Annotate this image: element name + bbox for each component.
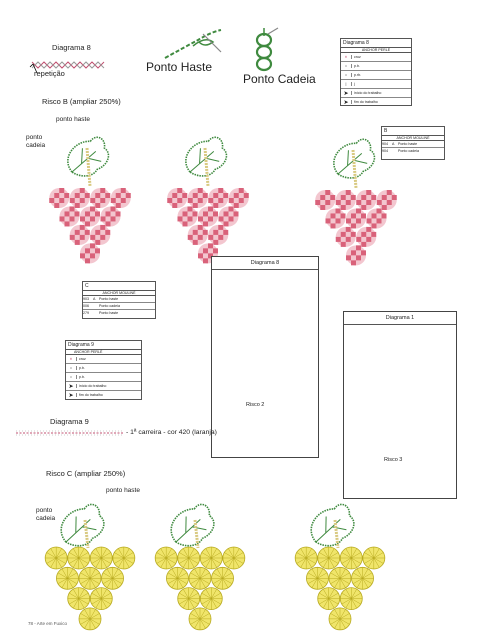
grape-check (203, 221, 208, 226)
grape-check (218, 198, 223, 203)
grape-check (366, 237, 371, 242)
grape-check (224, 221, 229, 226)
grape-check (106, 221, 111, 226)
grape-check (49, 198, 54, 203)
grape-check (341, 242, 346, 247)
legend-diagrama9 (65, 340, 142, 400)
legend-diagrama9-subtitle: ANCHOR PERLÉ (66, 350, 141, 355)
grape-check (208, 206, 213, 211)
legend-c-name: Ponto haste (99, 311, 119, 315)
legend-diagrama8-subtitle: ANCHOR PERLÉ (341, 48, 411, 53)
legend-c-name: Ponto cadeia (99, 304, 120, 308)
grape-check (100, 188, 105, 193)
grape-check (325, 200, 330, 205)
grape-check (218, 235, 223, 240)
grape-check (213, 230, 218, 235)
grape-check (90, 243, 95, 248)
ponto-haste-label: ponto haste (56, 116, 90, 123)
grape-check (372, 223, 377, 228)
grape-check (234, 203, 239, 208)
legend-diagrama9-title: Diagrama 9 (66, 341, 141, 350)
grape-check (95, 193, 100, 198)
grape-check (356, 245, 361, 250)
grape-check (315, 200, 320, 205)
grape-check (336, 237, 341, 242)
grape-check (326, 218, 331, 223)
grape-check (188, 216, 193, 221)
grape-check (54, 203, 59, 208)
ponto-cadeia-title: Ponto Cadeia (243, 72, 316, 86)
grape-check (111, 198, 116, 203)
grape-check (198, 188, 203, 193)
grape-check (223, 193, 228, 198)
legend-c-mark: A (93, 297, 96, 301)
legend-row: p.rb. (351, 73, 361, 77)
risco-c-heading: Risco C (ampliar 250%) (46, 469, 126, 478)
grape-check (80, 188, 85, 193)
grape-check (392, 195, 397, 200)
grape-check (224, 211, 229, 216)
grape-check (331, 213, 336, 218)
grape-check (213, 211, 218, 216)
frame-diagrama8-title: Diagrama 8 (212, 257, 318, 270)
grape-check (351, 223, 356, 228)
grape-check (203, 248, 208, 253)
grape-check (320, 205, 325, 210)
grape-check (85, 221, 90, 226)
grape-check (351, 260, 356, 265)
grape-check (59, 188, 64, 193)
grape-check (90, 216, 95, 221)
grape-check (341, 232, 346, 237)
cross-icon: ✕ (69, 357, 73, 361)
dot-icon: • (345, 73, 347, 77)
arrow-icon: ➤ (68, 383, 74, 390)
grape-check (346, 227, 351, 232)
grape-check (356, 237, 361, 242)
legend-row: cruz (351, 55, 361, 59)
grape-check (208, 235, 213, 240)
carreira-label: - 1ª carreira - cor 420 (laranja) (126, 429, 217, 436)
grape-check (366, 227, 371, 232)
grape-check (346, 200, 351, 205)
grape-check (361, 205, 366, 210)
leaf (57, 503, 108, 550)
grape-check (198, 235, 203, 240)
grape-check (341, 213, 346, 218)
grape-check (111, 206, 116, 211)
legend-row: p.b. (76, 375, 85, 379)
legend-b-name: Ponto haste (398, 142, 418, 146)
grape-check (213, 203, 218, 208)
grape-check (213, 248, 218, 253)
grape-check (70, 216, 75, 221)
dot-icon: • (70, 375, 72, 379)
grape-check (377, 218, 382, 223)
grape-check (116, 211, 121, 216)
risco-b-heading: Risco B (ampliar 250%) (42, 97, 121, 106)
grape-check (387, 200, 392, 205)
grape-check (188, 206, 193, 211)
risco2-label: Risco 2 (246, 402, 265, 408)
grape-check (106, 211, 111, 216)
grape-check (341, 195, 346, 200)
legend-c-subtitle: ANCHOR MOULINÉ (83, 291, 155, 296)
grape-check (341, 205, 346, 210)
grape-check (203, 258, 208, 263)
grape-check (126, 193, 131, 198)
grape-check (80, 225, 85, 230)
legend-row: fim do trabalho (76, 393, 103, 397)
grape-check (75, 193, 80, 198)
grape-check (223, 230, 228, 235)
grape-check (75, 211, 80, 216)
legend-c-title: C (83, 282, 155, 291)
grape-check (346, 218, 351, 223)
grape-check (65, 211, 70, 216)
grape-check (234, 193, 239, 198)
dot-icon: • (345, 64, 347, 68)
diagrama9-heading: Diagrama 9 (50, 417, 89, 426)
repeticao-label: repetição (34, 69, 65, 78)
grape-check (70, 198, 75, 203)
grape-check (85, 230, 90, 235)
grape-check (100, 225, 105, 230)
page-footer: 78 - Arte em Fuxico (28, 621, 68, 626)
grape-check (90, 253, 95, 258)
grape-check (382, 195, 387, 200)
grape-check (371, 195, 376, 200)
grape-check (85, 248, 90, 253)
grape-check (188, 198, 193, 203)
stem (87, 148, 90, 186)
legend-row: j (351, 82, 355, 86)
grape-check (356, 208, 361, 213)
legend-c-code: 006 (83, 304, 89, 308)
grape-check (346, 255, 351, 260)
frame-diagrama1-title: Diagrama 1 (344, 312, 456, 325)
grape-check (336, 218, 341, 223)
dot-icon: • (70, 366, 72, 370)
grape-check (90, 206, 95, 211)
grape-check (361, 242, 366, 247)
stem (205, 148, 208, 186)
arrow-icon: ➤ (343, 90, 349, 97)
grape-check (85, 211, 90, 216)
grape-check (90, 235, 95, 240)
grape-check (361, 250, 366, 255)
grape-check (95, 240, 100, 245)
grape-check (361, 213, 366, 218)
grape-check (219, 216, 224, 221)
legend-c-name: Ponto haste (99, 297, 119, 301)
grape-check (65, 221, 70, 226)
grape-check (377, 200, 382, 205)
grape-check (382, 205, 387, 210)
legend-row: p.b. (351, 64, 360, 68)
grape-check (100, 198, 105, 203)
grape-check (121, 198, 126, 203)
grape-check (356, 218, 361, 223)
grape-check (95, 211, 100, 216)
grape-check (239, 198, 244, 203)
grape-check (351, 250, 356, 255)
grape-check (325, 190, 330, 195)
risco3-label: Risco 3 (384, 457, 403, 463)
grape-check (366, 190, 371, 195)
grape-check (177, 188, 182, 193)
grape-check (95, 230, 100, 235)
legend-b-code: 904 (382, 142, 388, 146)
grape-check (239, 188, 244, 193)
grape-check (229, 216, 234, 221)
grape-check (59, 198, 64, 203)
grape-check (330, 195, 335, 200)
legend-c (82, 281, 156, 319)
grape-check (80, 253, 85, 258)
frame-diagrama8 (211, 256, 319, 458)
grape-check (121, 188, 126, 193)
grape-check (213, 193, 218, 198)
line-icon: | (345, 82, 347, 86)
grape-check (203, 230, 208, 235)
legend-b-name: Ponto cadeia (398, 149, 419, 153)
ponto-haste-title: Ponto Haste (146, 60, 213, 74)
grape-check (75, 230, 80, 235)
legend-row: cruz (76, 357, 86, 361)
grape-check (351, 232, 356, 237)
grape-check (229, 206, 234, 211)
grape-check (351, 195, 356, 200)
grape-check (361, 232, 366, 237)
grape-check (105, 230, 110, 235)
grape-check (193, 240, 198, 245)
grape-check (356, 255, 361, 260)
legend-c-code: 279 (83, 311, 89, 315)
grape-check (198, 216, 203, 221)
grape-check (208, 216, 213, 221)
grape-check (372, 213, 377, 218)
grape-check (382, 213, 387, 218)
diagrama8-heading: Diagrama 8 (52, 43, 91, 52)
grape-check (371, 232, 376, 237)
grape-check (198, 253, 203, 258)
grape-check (208, 243, 213, 248)
grape-check (336, 208, 341, 213)
grape-check (208, 198, 213, 203)
grape-check (183, 221, 188, 226)
grape-check (116, 193, 121, 198)
grape-check (54, 193, 59, 198)
grape-check (90, 198, 95, 203)
grape-check (387, 190, 392, 195)
grape-check (229, 198, 234, 203)
grape-check (218, 188, 223, 193)
grape-check (203, 211, 208, 216)
grape-check (75, 240, 80, 245)
grape-check (100, 235, 105, 240)
grape-check (320, 195, 325, 200)
cross-icon: ✕ (344, 55, 348, 59)
grape-check (213, 240, 218, 245)
grape-check (75, 203, 80, 208)
legend-b-mark: A (392, 142, 395, 146)
grape-check (105, 193, 110, 198)
grape-check (70, 206, 75, 211)
grape-check (111, 216, 116, 221)
grape-check (101, 216, 106, 221)
grape-check (198, 198, 203, 203)
frame-diagrama1 (343, 311, 457, 499)
grape-check (336, 200, 341, 205)
grape-check (167, 198, 172, 203)
grape-check (172, 193, 177, 198)
grape-check (198, 225, 203, 230)
ponto-haste-label: ponto haste (106, 487, 140, 494)
stem (353, 150, 356, 188)
legend-row: fim do trabalho (351, 100, 378, 104)
grape-check (116, 203, 121, 208)
grape-check (80, 216, 85, 221)
grape-check (346, 190, 351, 195)
legend-row: início do trabalho (351, 91, 381, 95)
grape-check (178, 216, 183, 221)
grape-check (80, 235, 85, 240)
grape-check (85, 258, 90, 263)
grape-check (172, 203, 177, 208)
ponto-cadeia-label: ponto cadeia (26, 134, 46, 149)
first-row-stitch-sample (16, 429, 126, 437)
grape-check (188, 235, 193, 240)
grape-check (182, 193, 187, 198)
grape-check (356, 200, 361, 205)
grape-check (346, 237, 351, 242)
grape-check (244, 193, 249, 198)
grape-check (351, 213, 356, 218)
grape-check (203, 193, 208, 198)
grape-check (193, 193, 198, 198)
leaf (167, 503, 218, 550)
grape-check (85, 193, 90, 198)
grape-check (60, 216, 65, 221)
grape-check (95, 248, 100, 253)
arrow-icon: ➤ (68, 392, 74, 399)
grape-check (64, 193, 69, 198)
grape-check (218, 225, 223, 230)
grape-check (193, 203, 198, 208)
grape-check (193, 211, 198, 216)
grape-check (367, 218, 372, 223)
grape-check (234, 211, 239, 216)
legend-b-code: 904 (382, 149, 388, 153)
arrow-icon: ➤ (343, 99, 349, 106)
legend-b-title: B (382, 127, 444, 136)
grape-check (366, 200, 371, 205)
grape-check (331, 223, 336, 228)
grape-check (183, 211, 188, 216)
legend-b-subtitle: ANCHOR MOULINÉ (382, 136, 444, 141)
legend-diagrama8-title: Diagrama 8 (341, 39, 411, 48)
grape-check (177, 198, 182, 203)
grape-check (193, 230, 198, 235)
legend-c-code: 903 (83, 297, 89, 301)
grape-check (95, 203, 100, 208)
grape-check (377, 208, 382, 213)
grape-check (361, 195, 366, 200)
grape-check (80, 198, 85, 203)
legend-row: início do trabalho (76, 384, 106, 388)
ponto-cadeia-label: ponto cadeia (36, 507, 56, 522)
grape-check (70, 235, 75, 240)
legend-row: p.b. (76, 366, 85, 370)
leaf (307, 503, 358, 550)
